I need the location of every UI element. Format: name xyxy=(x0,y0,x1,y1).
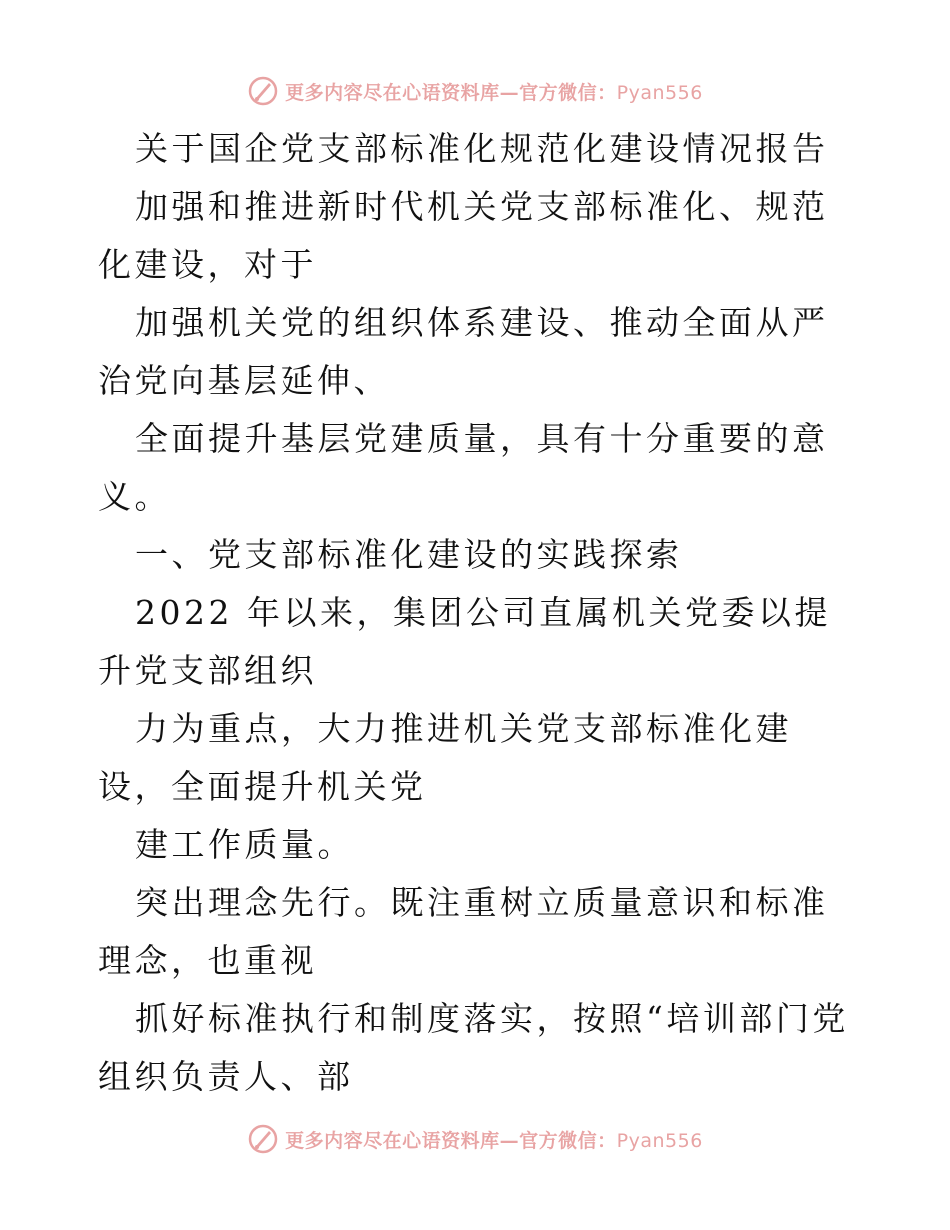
quill-logo-icon xyxy=(247,1123,279,1155)
paragraph: 抓好标准执行和制度落实，按照“培训部门党组织负责人、部 xyxy=(98,999,849,1096)
paragraph: 建工作质量。 xyxy=(135,825,354,864)
document-title: 关于国企党支部标准化规范化建设情况报告 xyxy=(135,129,829,168)
paragraph: 突出理念先行。既注重树立质量意识和标准理念，也重视 xyxy=(98,883,829,980)
section-heading: 一、党支部标准化建设的实践探索 xyxy=(135,535,683,574)
quill-logo-icon xyxy=(247,75,279,107)
watermark-text: 更多内容尽在心语资料库—官方微信：Pyan556 xyxy=(285,81,703,104)
paragraph: 全面提升基层党建质量，具有十分重要的意义。 xyxy=(98,419,829,516)
paragraph: 加强机关党的组织体系建设、推动全面从严治党向基层延伸、 xyxy=(98,303,829,400)
paragraph: 加强和推进新时代机关党支部标准化、规范化建设，对于 xyxy=(98,187,829,284)
header-watermark xyxy=(0,74,950,108)
paragraph: 力为重点，大力推进机关党支部标准化建设，全面提升机关党 xyxy=(98,709,792,806)
watermark-handle: Pyan556 xyxy=(616,81,703,104)
footer-watermark xyxy=(0,1122,950,1156)
watermark-handle: Pyan556 xyxy=(616,1129,703,1152)
watermark-text: 更多内容尽在心语资料库—官方微信：Pyan556 xyxy=(285,1129,703,1152)
document-body xyxy=(98,120,858,1106)
paragraph: 2022 年以来，集团公司直属机关党委以提升党支部组织 xyxy=(98,593,831,690)
